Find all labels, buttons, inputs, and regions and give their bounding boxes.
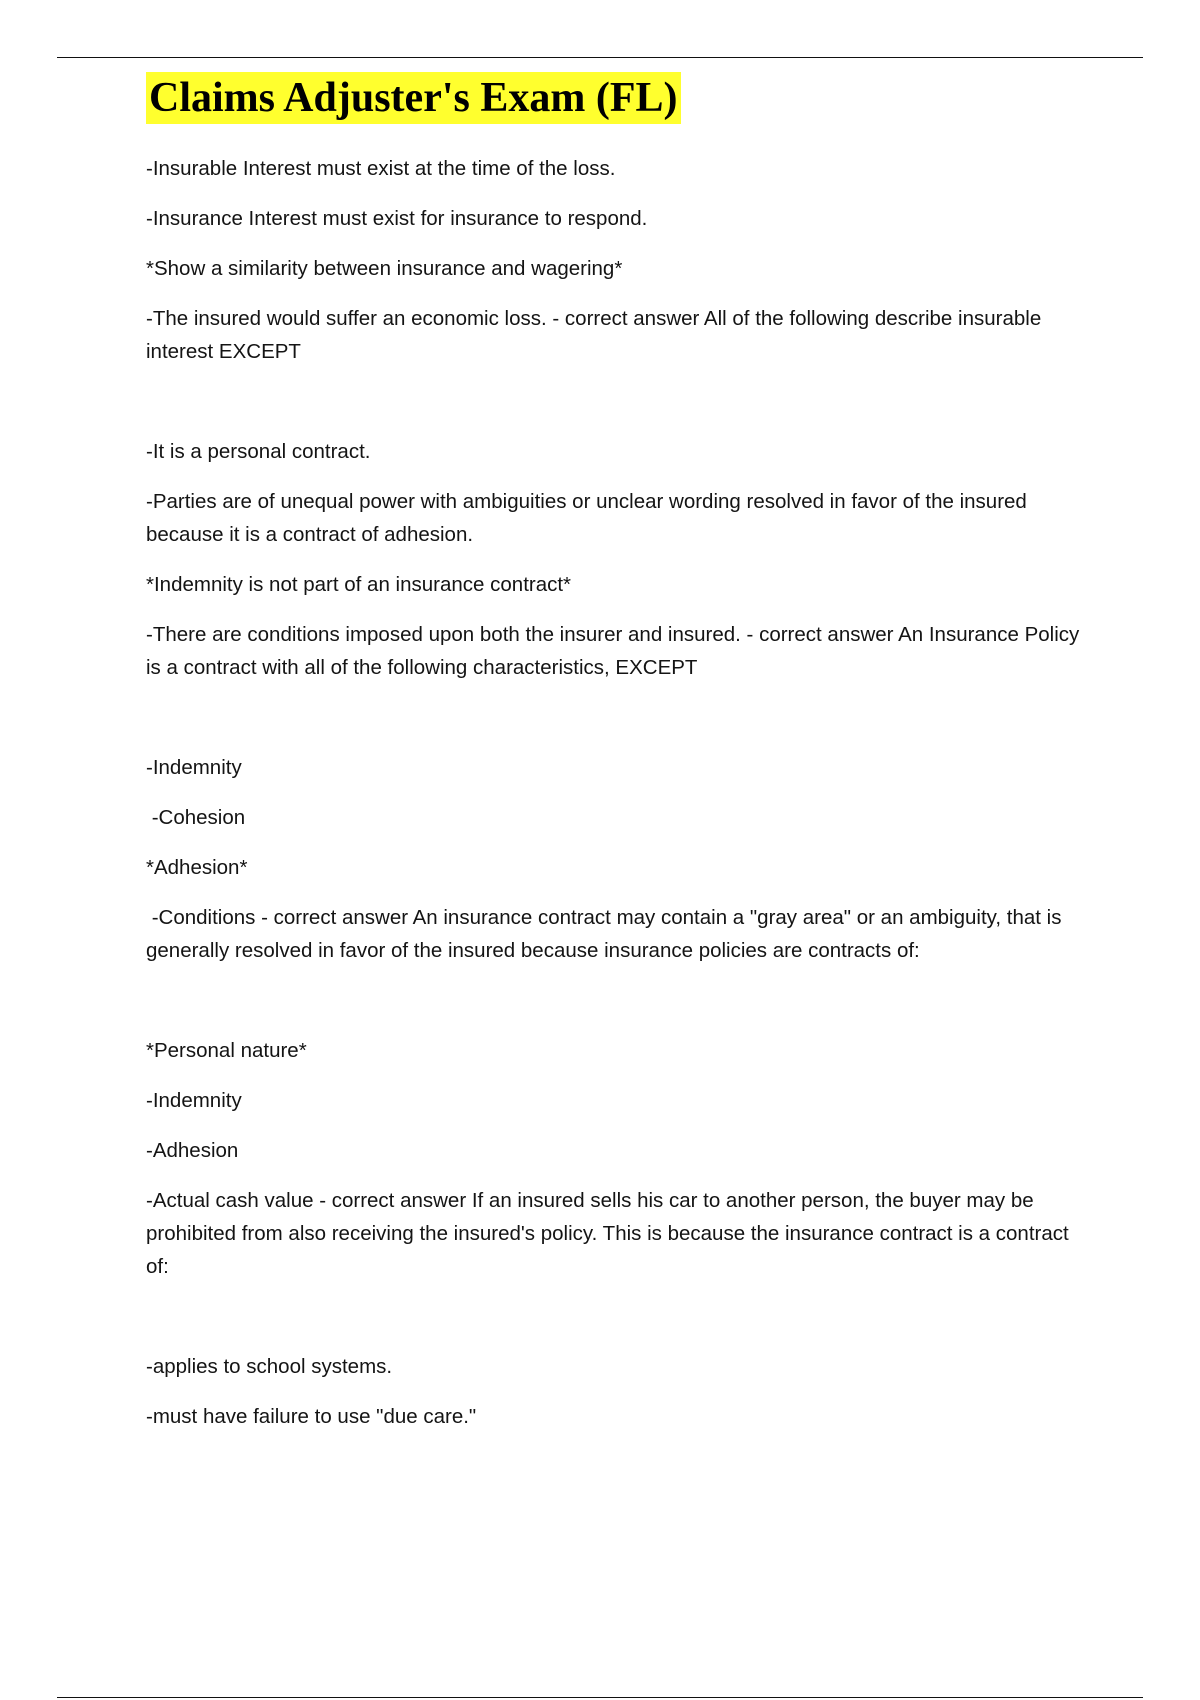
paragraph: -Insurable Interest must exist at the time of the loss. (146, 157, 616, 180)
paragraph: -Indemnity (146, 756, 242, 779)
paragraph: *Personal nature* (146, 1039, 307, 1062)
paragraph: -Cohesion (146, 806, 246, 829)
paragraph: -applies to school systems. (146, 1355, 393, 1378)
paragraph: -Parties are of unequal power with ambiguities or unclear wording resolved in favor of the insured because it is a contract of adhesion. (146, 490, 1033, 546)
paragraph: -Indemnity (146, 1089, 242, 1112)
paragraph: *Show a similarity between insurance and wagering* (146, 257, 623, 280)
paragraph: -The insured would suffer an economic loss. - correct answer All of the following describe insurable interest EXCEPT (146, 307, 1047, 363)
paragraph: -must have failure to use "due care." (146, 1405, 477, 1428)
paragraph: -There are conditions imposed upon both the insurer and insured. - correct answer An Insurance Policy is a contract with all of the following characteristics, EXCEPT (146, 623, 1085, 679)
paragraph: *Adhesion* (146, 856, 248, 879)
document-title: Claims Adjuster's Exam (FL) (146, 72, 681, 124)
paragraph: -It is a personal contract. (146, 440, 371, 463)
paragraph: *Indemnity is not part of an insurance contract* (146, 573, 572, 596)
bottom-rule (57, 1697, 1143, 1698)
paragraph: -Adhesion (146, 1139, 239, 1162)
paragraph: -Actual cash value - correct answer If an insured sells his car to another person, the buyer may be prohibited from also receiving the insured's policy. This is because the insurance contract is a contract of: (146, 1189, 1075, 1278)
paragraph: -Conditions - correct answer An insurance contract may contain a "gray area" or an ambiguity, that is generally resolved in favor of the insured because insurance policies are contracts of: (146, 906, 1068, 962)
document-body (146, 72, 1096, 1450)
paragraph: -Insurance Interest must exist for insurance to respond. (146, 207, 648, 230)
top-rule (57, 57, 1143, 58)
